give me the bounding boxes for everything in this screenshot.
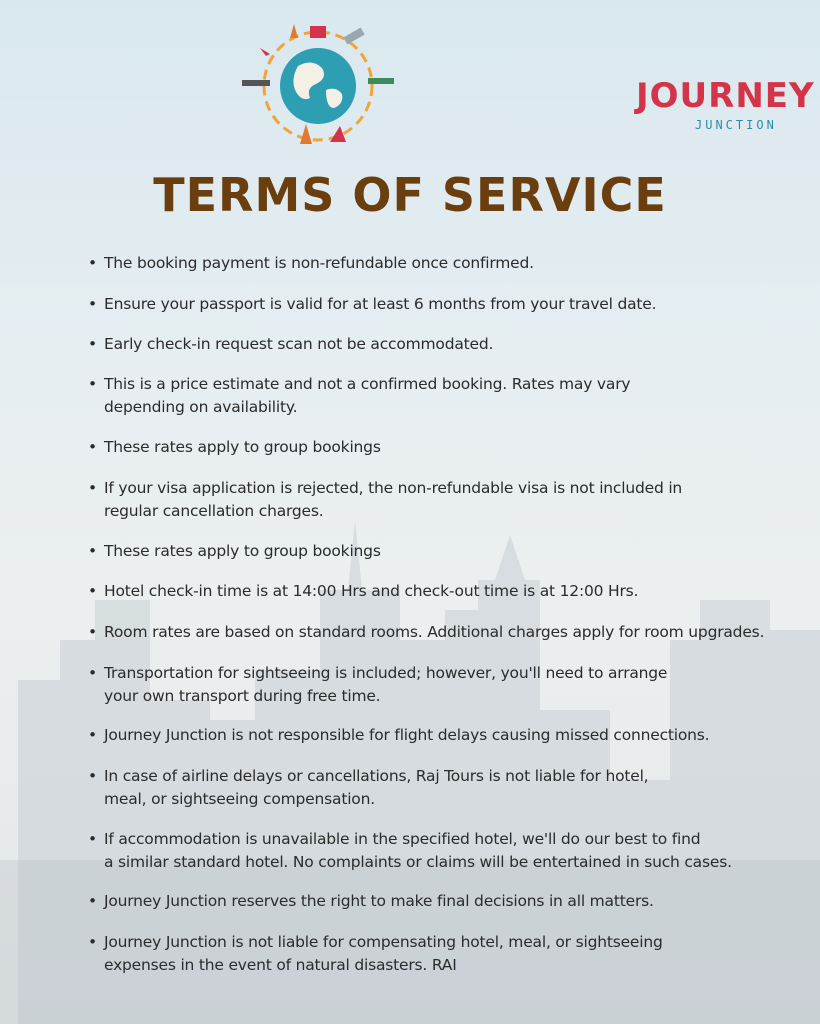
term-text: Hotel check-in time is at 14:00 Hrs and check-out time is at 12:00 Hrs. <box>104 582 639 600</box>
travel-globe-icon <box>240 18 400 146</box>
term-item <box>88 765 808 811</box>
bullet-icon: • <box>88 582 97 600</box>
term-item <box>88 890 808 913</box>
bullet-icon: • <box>88 438 97 456</box>
bullet-icon: • <box>88 767 97 785</box>
term-text: If accommodation is unavailable in the specified hotel, we'll do our best to find a similar standard hotel. No complaints or claims will be entertained in such cases. <box>104 830 732 871</box>
brand-logo <box>240 18 815 146</box>
term-text: In case of airline delays or cancellations, Raj Tours is not liable for hotel, meal, or sightseeing compensation. <box>104 767 649 808</box>
bullet-icon: • <box>88 295 97 313</box>
term-text: Early check-in request scan not be accommodated. <box>104 335 494 353</box>
term-item <box>88 477 808 523</box>
bullet-icon: • <box>88 830 97 848</box>
term-item <box>88 662 808 708</box>
term-item <box>88 293 808 316</box>
bullet-icon: • <box>88 933 97 951</box>
term-item <box>88 540 808 563</box>
bullet-icon: • <box>88 254 97 272</box>
page-title: TERMS OF SERVICE <box>153 168 667 222</box>
term-text: Room rates are based on standard rooms. Additional charges apply for room upgrades. <box>104 623 765 641</box>
term-item <box>88 436 808 459</box>
bullet-icon: • <box>88 375 97 393</box>
bullet-icon: • <box>88 623 97 641</box>
bullet-icon: • <box>88 542 97 560</box>
term-text: This is a price estimate and not a confirmed booking. Rates may vary depending on availability. <box>104 375 631 416</box>
bullet-icon: • <box>88 664 97 682</box>
bullet-icon: • <box>88 335 97 353</box>
term-item <box>88 333 808 356</box>
bullet-icon: • <box>88 892 97 910</box>
term-text: Journey Junction is not responsible for flight delays causing missed connections. <box>104 726 710 744</box>
term-item <box>88 621 808 644</box>
term-text: Ensure your passport is valid for at least 6 months from your travel date. <box>104 295 657 313</box>
term-text: The booking payment is non-refundable once confirmed. <box>104 254 534 272</box>
term-text: Journey Junction is not liable for compensating hotel, meal, or sightseeing expenses in the event of natural disasters. RAI <box>104 933 663 974</box>
bullet-icon: • <box>88 726 97 744</box>
term-text: These rates apply to group bookings <box>104 438 381 456</box>
term-item <box>88 828 808 874</box>
term-item <box>88 373 808 419</box>
term-text: Journey Junction reserves the right to make final decisions in all matters. <box>104 892 654 910</box>
term-item <box>88 931 808 977</box>
brand-tagline: JUNCTION <box>695 118 777 132</box>
term-item <box>88 252 808 275</box>
term-text: These rates apply to group bookings <box>104 542 381 560</box>
term-text: Transportation for sightseeing is included; however, you'll need to arrange your own transport during free time. <box>104 664 668 705</box>
bullet-icon: • <box>88 479 97 497</box>
brand-name: JOURNEY <box>636 76 815 116</box>
term-text: If your visa application is rejected, the non-refundable visa is not included in regular cancellation charges. <box>104 479 683 520</box>
term-item <box>88 724 808 747</box>
term-item <box>88 580 808 603</box>
